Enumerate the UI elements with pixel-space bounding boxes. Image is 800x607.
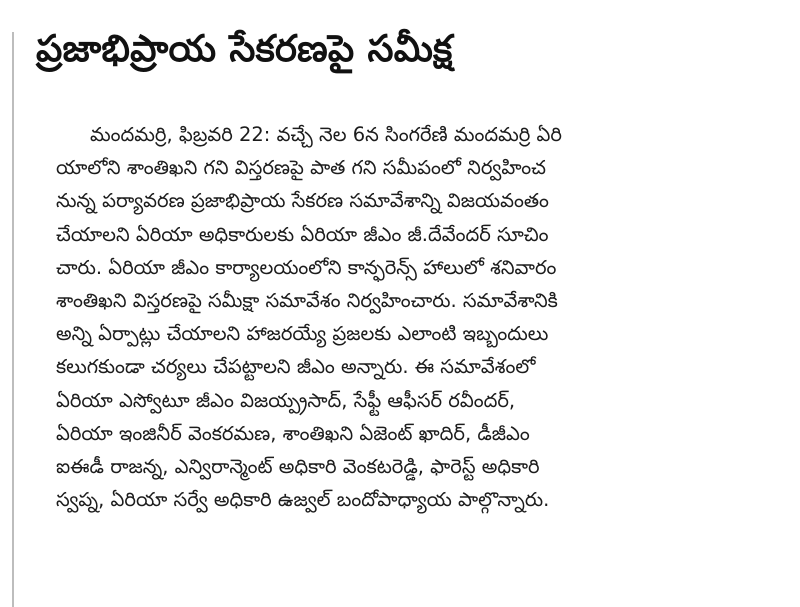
article-line: మందమర్రి, ఫిబ్రవరి 22: వచ్చే నెల 6న సింగరేణి మందమర్రి ఏరి <box>90 123 562 146</box>
article-line: ఏరియా ఎస్వోటూ జీఎం విజయ్ప్రసాద్, సేఫ్టీ ఆఫీసర్ రవీందర్, <box>56 388 516 412</box>
article-headline: ప్రజాభిప్రాయ సేకరణపై సమీక్ష <box>36 27 453 70</box>
article-line: కలుగకుండా చర్యలు చేపట్టాలని జీఎం అన్నారు. ఈ సమావేశంలో <box>56 355 536 379</box>
article-line: చేయాలని ఏరియా అధికారులకు ఏరియా జీఎం జీ.దేవేందర్ సూచిం <box>56 222 549 246</box>
article-body <box>56 118 776 516</box>
article-line: నున్న పర్యావరణ ప్రజాభిప్రాయ సేకరణ సమావేశాన్ని విజయవంతం <box>56 189 549 213</box>
article-line: శాంతిఖని విస్తరణపై సమీక్షా సమావేశం నిర్వహించారు. సమావేశానికి <box>56 289 558 313</box>
news-clipping <box>36 20 780 512</box>
article-line: చారు. ఏరియా జీఎం కార్యాలయంలోని కాన్ఫరెన్స్ హాలులో శనివారం <box>56 255 557 279</box>
article-line: ఐఈడీ రాజన్న, ఎన్విరాన్మెంట్ అధికారి వెంకటరెడ్డి, ఫారెస్ట్ అధికారి <box>56 455 540 479</box>
article-line: ఏరియా ఇంజినీర్ వెంకరమణ, శాంతిఖని ఏజెంట్ ఖాదిర్, డీజీఎం <box>56 421 530 445</box>
column-divider-rule <box>12 32 14 607</box>
article-line: యాలోని శాంతిఖని గని విస్తరణపై పాత గని సమీపంలో నిర్వహించ <box>56 156 546 180</box>
article-line: స్వప్న, ఏరియా సర్వే అధికారి ఉజ్వల్ బందోపాధ్యాయ పాల్గొన్నారు. <box>56 488 550 512</box>
cropped-next-article-edge <box>130 600 330 607</box>
article-line: అన్ని ఏర్పాట్లు చేయాలని హాజరయ్యే ప్రజలకు ఎలాంటి ఇబ్బందులు <box>56 322 549 346</box>
